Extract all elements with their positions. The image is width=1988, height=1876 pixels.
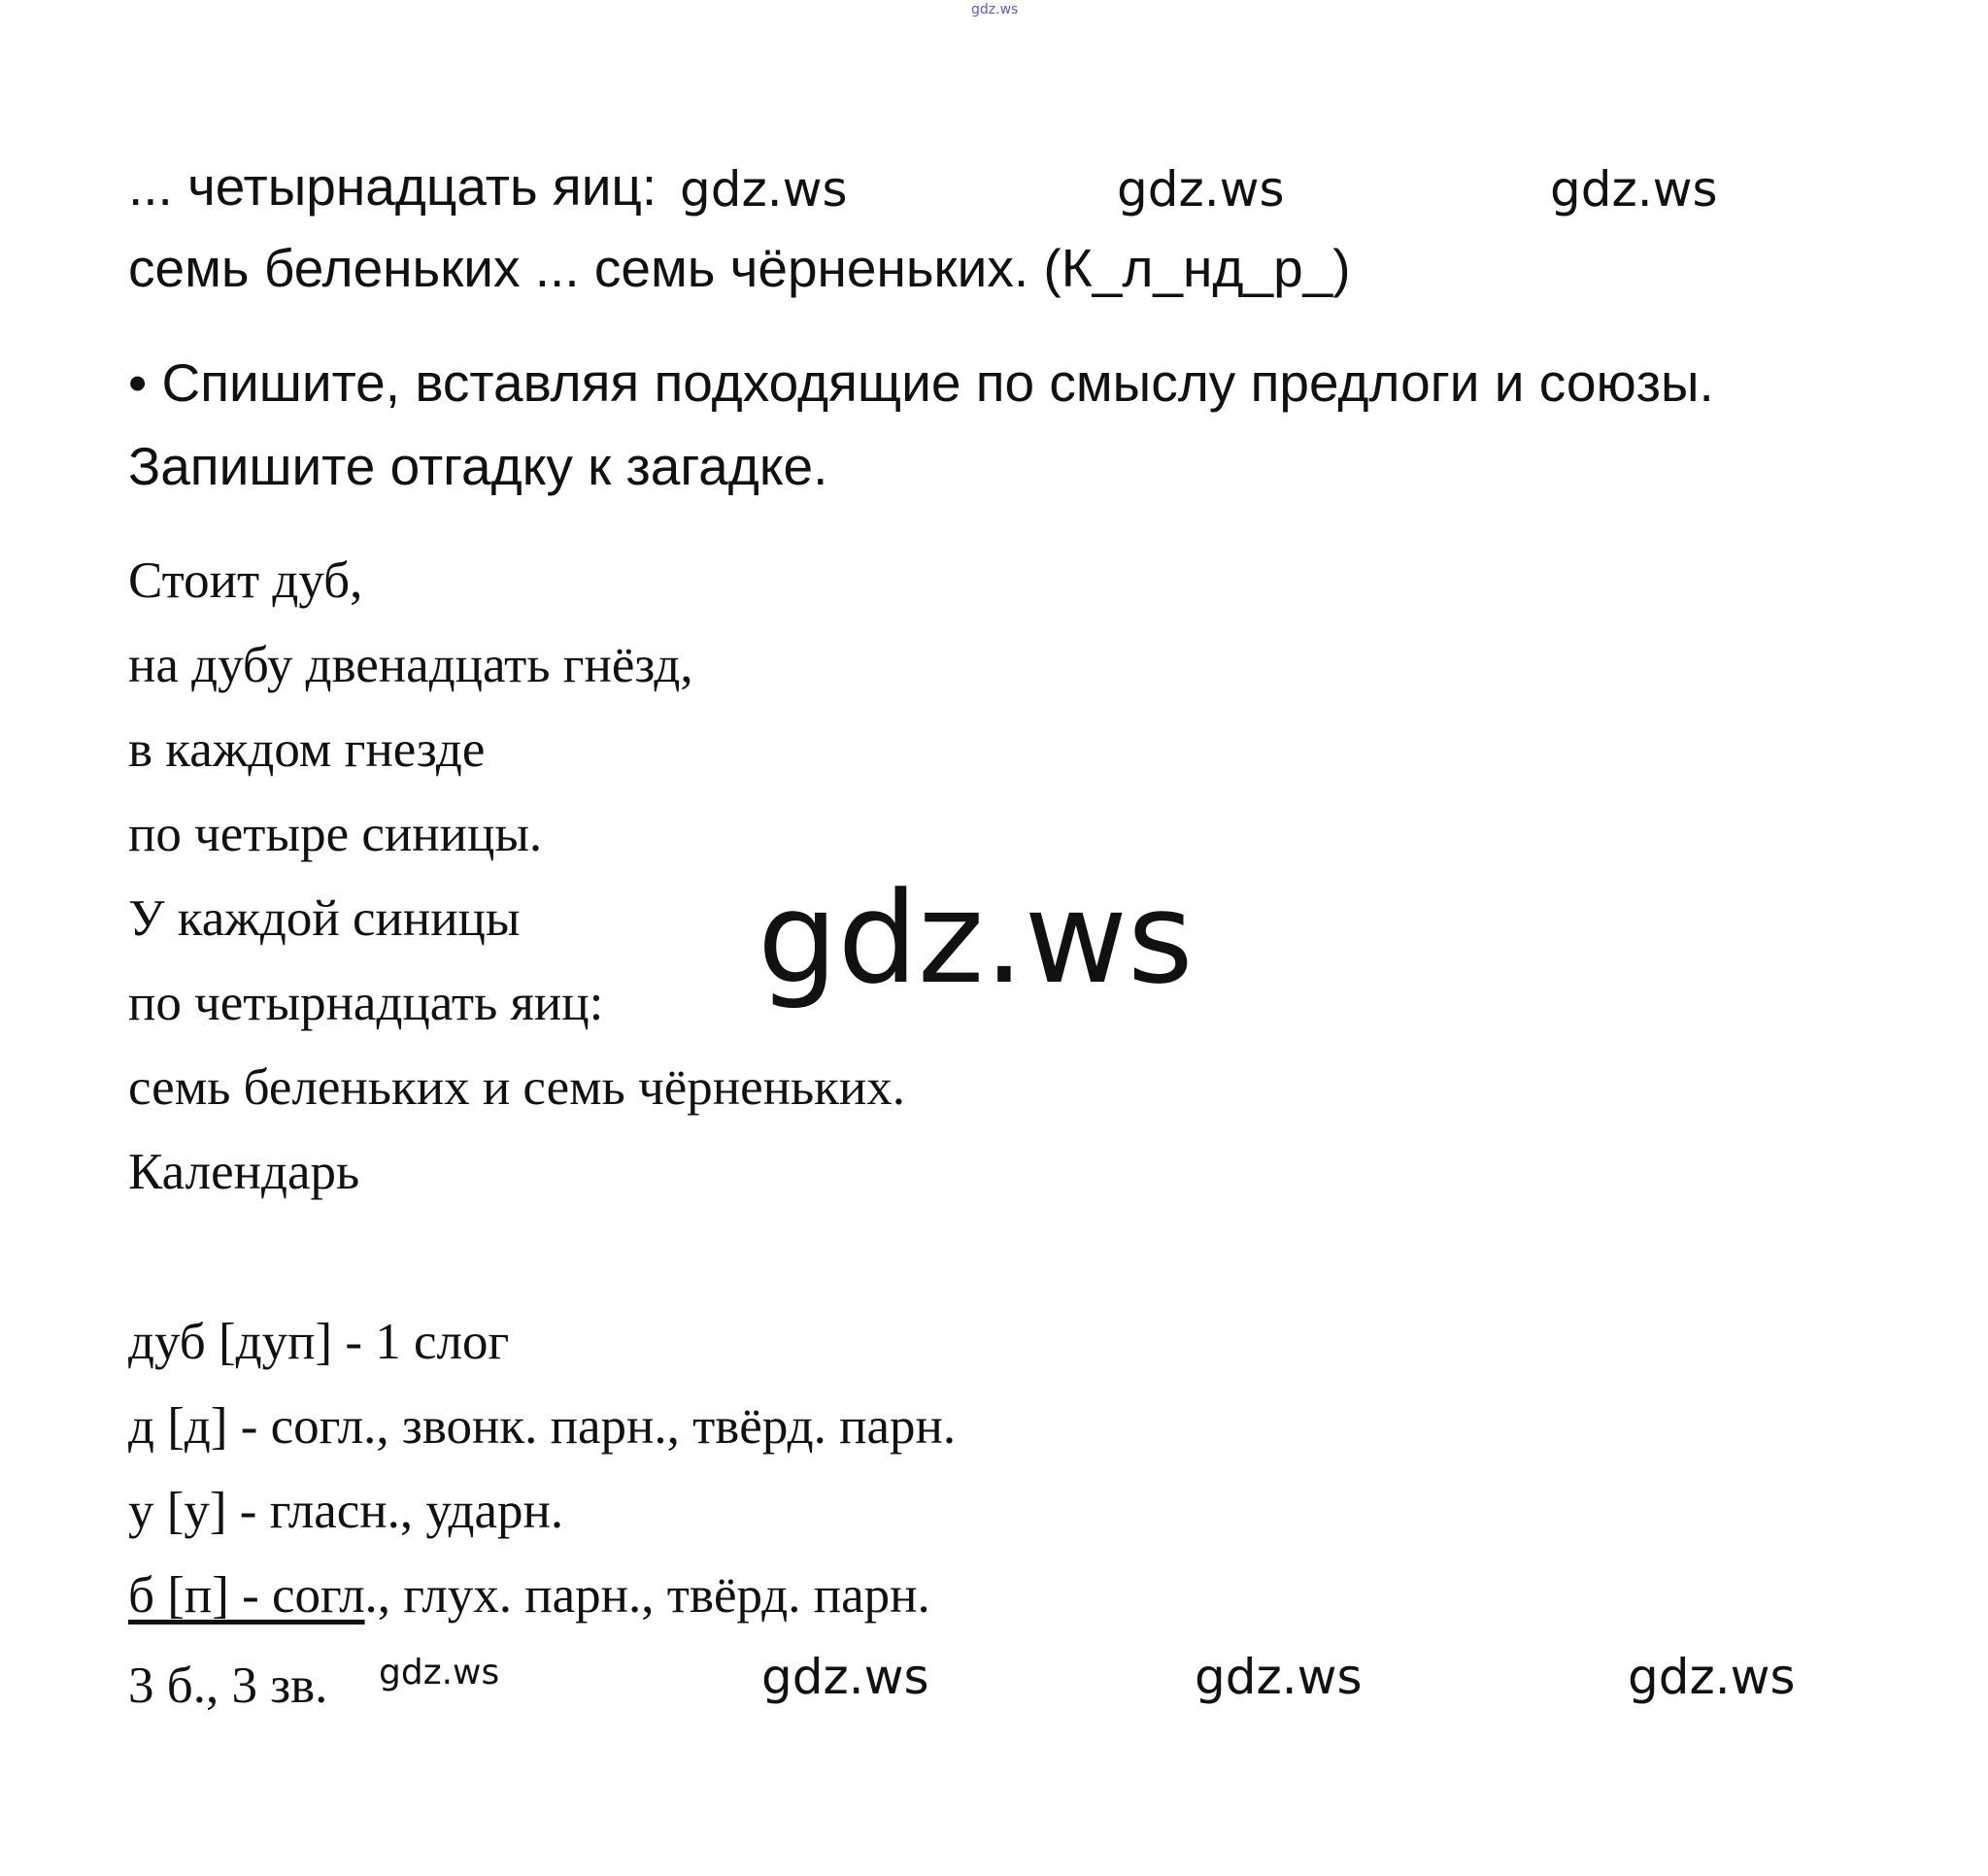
watermark-center: gdz.ws <box>758 864 1194 1012</box>
analysis-letter-u: у [у] - гласн., ударн. <box>128 1483 564 1539</box>
instruction-line-2: Запишите отгадку к загадке. <box>128 436 828 496</box>
poem-line-1: Стоит дуб, <box>128 553 363 609</box>
riddle-answer: Календарь <box>128 1144 360 1200</box>
analysis-letter-d: д [д] - согл., звонк. парн., твёрд. парн. <box>128 1398 957 1455</box>
instruction-line-1: • Спишите, вставляя подходящие по смыслу предлоги и союзы. <box>128 352 1714 413</box>
analysis-letter-b-underlined: б [п] - согл <box>128 1567 365 1624</box>
watermark-bottom-2: gdz.ws <box>1195 1649 1363 1705</box>
watermark-bottom-1: gdz.ws <box>761 1649 929 1705</box>
poem-line-2: на дубу двенадцать гнёзд, <box>128 637 693 693</box>
watermark-bottom-small: gdz.ws <box>379 1653 500 1692</box>
task-line-1: ... четырнадцать яиц: <box>128 156 657 217</box>
watermark-top: gdz.ws <box>971 2 1019 17</box>
poem-line-4: по четыре синицы. <box>128 806 543 862</box>
analysis-word: дуб [дуп] - 1 слог <box>128 1314 510 1370</box>
poem-line-5: У каждой синицы <box>128 890 521 947</box>
poem-line-7: семь беленьких и семь чёрненьких. <box>128 1059 906 1116</box>
watermark-row1-1: gdz.ws <box>680 161 848 218</box>
task-line-2: семь беленьких ... семь чёрненьких. (К_л_нд_р_) <box>128 238 1351 298</box>
poem-line-6: по четырнадцать яиц: <box>128 975 604 1031</box>
watermark-row1-3: gdz.ws <box>1550 161 1718 218</box>
poem-line-3: в каждом гнезде <box>128 721 486 778</box>
analysis-letter-b <box>128 1566 930 1625</box>
analysis-letter-b-rest: ., глух. парн., твёрд. парн. <box>364 1567 930 1624</box>
watermark-row1-2: gdz.ws <box>1117 161 1285 218</box>
watermark-bottom-3: gdz.ws <box>1628 1649 1796 1705</box>
analysis-summary: 3 б., 3 зв. <box>128 1658 328 1714</box>
